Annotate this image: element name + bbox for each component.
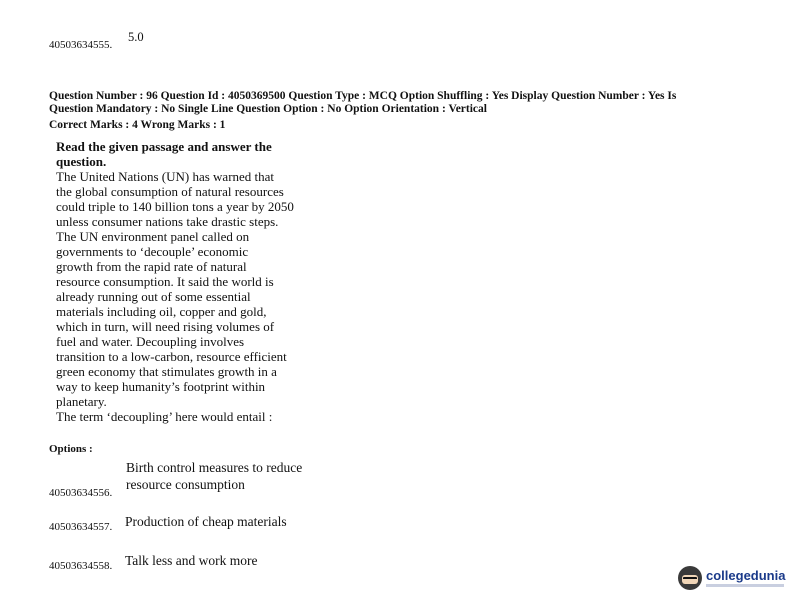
- passage-line: transition to a low-carbon, resource efficient: [56, 349, 287, 364]
- meta-line-2: Question Mandatory : No Single Line Question Option : No Option Orientation : Vertical: [49, 103, 487, 115]
- option-3-id: 40503634558.: [49, 560, 113, 572]
- logo-name: collegedunia: [706, 568, 786, 583]
- passage-line: could triple to 140 billion tons a year by 2050: [56, 199, 294, 214]
- marks-line: Correct Marks : 4 Wrong Marks : 1: [49, 119, 226, 131]
- passage-line: governments to ‘decouple’ economic: [56, 244, 249, 259]
- passage-line: already running out of some essential: [56, 289, 251, 304]
- options-label: Options :: [49, 443, 93, 455]
- passage-line: which in turn, will need rising volumes of: [56, 319, 275, 334]
- passage-line: The UN environment panel called on: [56, 229, 250, 244]
- passage-line: resource consumption. It said the world is: [56, 274, 274, 289]
- passage-line: planetary.: [56, 394, 107, 409]
- passage-line: unless consumer nations take drastic steps.: [56, 214, 279, 229]
- option-3-text[interactable]: Talk less and work more: [125, 553, 258, 568]
- passage-line: growth from the rapid rate of natural: [56, 259, 247, 274]
- passage-header-1: Read the given passage and answer the: [56, 139, 272, 154]
- question-prompt: The term ‘decoupling’ here would entail :: [56, 409, 273, 424]
- passage-line: the global consumption of natural resources: [56, 184, 284, 199]
- passage-line: materials including oil, copper and gold,: [56, 304, 267, 319]
- passage-line: The United Nations (UN) has warned that: [56, 169, 275, 184]
- option-1-text-line2[interactable]: resource consumption: [126, 477, 245, 492]
- prev-option-id: 40503634555.: [49, 39, 113, 51]
- mascot-icon: [678, 566, 702, 590]
- option-1-id: 40503634556.: [49, 487, 113, 499]
- option-2-id: 40503634557.: [49, 521, 113, 533]
- passage-line: green economy that stimulates growth in a: [56, 364, 277, 379]
- passage-line: way to keep humanity’s footprint within: [56, 379, 266, 394]
- question-passage: [56, 139, 306, 424]
- prev-option-value: 5.0: [128, 30, 144, 44]
- option-2-text[interactable]: Production of cheap materials: [125, 514, 287, 529]
- meta-line-1: Question Number : 96 Question Id : 4050369500 Question Type : MCQ Option Shuffling : Yes Display Question Number : Yes Is: [49, 90, 677, 102]
- passage-header-2: question.: [56, 154, 107, 169]
- passage-line: fuel and water. Decoupling involves: [56, 334, 245, 349]
- collegedunia-logo: [678, 566, 788, 594]
- logo-tagline-decoration: [706, 584, 784, 587]
- option-1-text-line1[interactable]: Birth control measures to reduce: [126, 460, 303, 475]
- question-meta: [49, 90, 729, 132]
